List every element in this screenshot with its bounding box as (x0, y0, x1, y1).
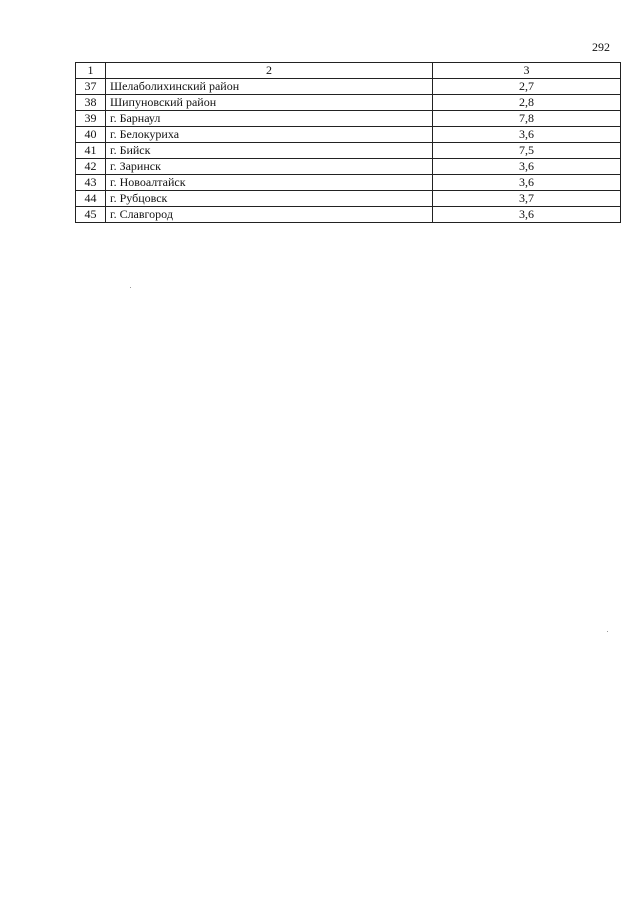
row-number: 38 (76, 95, 106, 111)
district-name: г. Рубцовск (106, 191, 433, 207)
district-name: Шипуновский район (106, 95, 433, 111)
row-value: 3,6 (433, 127, 621, 143)
table-row (76, 207, 621, 223)
row-number: 40 (76, 127, 106, 143)
data-table (75, 62, 621, 223)
district-name: г. Бийск (106, 143, 433, 159)
row-value: 2,8 (433, 95, 621, 111)
row-number: 42 (76, 159, 106, 175)
row-value: 3,6 (433, 159, 621, 175)
column-header: 2 (106, 63, 433, 79)
district-name: Шелаболихинский район (106, 79, 433, 95)
row-value: 3,6 (433, 175, 621, 191)
row-number: 44 (76, 191, 106, 207)
row-value: 2,7 (433, 79, 621, 95)
district-name: г. Новоалтайск (106, 175, 433, 191)
scan-speck (130, 287, 131, 288)
row-number: 37 (76, 79, 106, 95)
table-row (76, 175, 621, 191)
table-row (76, 191, 621, 207)
row-number: 43 (76, 175, 106, 191)
table-row (76, 79, 621, 95)
row-value: 3,7 (433, 191, 621, 207)
district-name: г. Барнаул (106, 111, 433, 127)
row-value: 7,8 (433, 111, 621, 127)
scan-speck (607, 631, 608, 632)
table-header-row (76, 63, 621, 79)
row-number: 39 (76, 111, 106, 127)
table-row (76, 95, 621, 111)
table-row (76, 159, 621, 175)
row-number: 41 (76, 143, 106, 159)
district-name: г. Заринск (106, 159, 433, 175)
row-number: 45 (76, 207, 106, 223)
row-value: 3,6 (433, 207, 621, 223)
table-row (76, 143, 621, 159)
row-value: 7,5 (433, 143, 621, 159)
table-row (76, 127, 621, 143)
page-number: 292 (592, 40, 610, 54)
district-name: г. Славгород (106, 207, 433, 223)
table-row (76, 111, 621, 127)
column-header: 3 (433, 63, 621, 79)
district-name: г. Белокуриха (106, 127, 433, 143)
column-header: 1 (76, 63, 106, 79)
